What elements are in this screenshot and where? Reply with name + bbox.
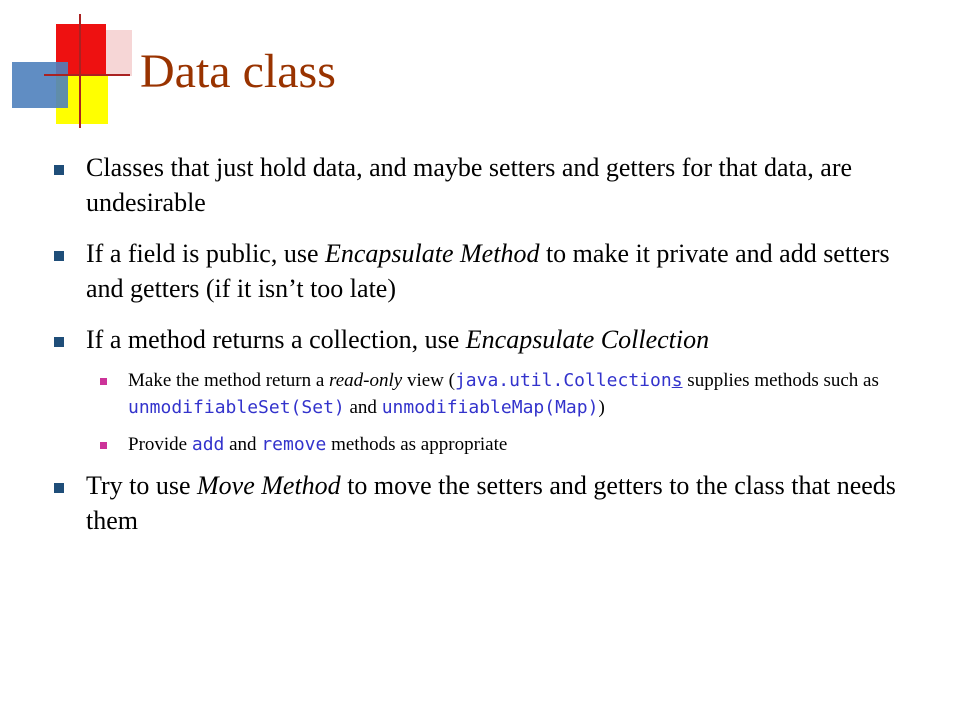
bullet-text: Classes that just hold data, and maybe setters and getters for that data, are undesirable bbox=[86, 153, 853, 217]
refactoring-name: Encapsulate Collection bbox=[465, 325, 710, 354]
bullet-text: Try to use bbox=[86, 471, 198, 500]
code-unmodifiable-map: unmodifiableMap(Map) bbox=[381, 397, 599, 418]
bullet-public-field bbox=[44, 236, 924, 306]
logo-horizontal-line bbox=[44, 74, 130, 76]
sub-bullet-text: methods as appropriate bbox=[326, 434, 508, 455]
bullet-text: to make it private and add setters and getters (if it isn’t too late) bbox=[86, 239, 890, 303]
emphasis-text: read-only bbox=[329, 370, 403, 391]
sub-bullets bbox=[44, 367, 924, 458]
logo-pale-square bbox=[106, 30, 132, 76]
sub-bullet-text: Provide bbox=[128, 434, 192, 455]
bullet-text: If a field is public, use bbox=[86, 239, 325, 268]
sub-bullet-text: and bbox=[344, 397, 382, 418]
refactoring-name: Encapsulate Method bbox=[325, 239, 540, 268]
logo-vertical-line bbox=[79, 14, 81, 128]
sub-bullet-text: Make the method return a bbox=[128, 370, 330, 391]
bullet-move-method bbox=[44, 468, 924, 538]
code-unmodifiable-set: unmodifiableSet(Set) bbox=[128, 397, 345, 418]
sub-bullet-text: supplies methods such as bbox=[682, 370, 879, 391]
code-text: java.util.Collection bbox=[454, 370, 672, 391]
code-collections bbox=[455, 370, 683, 391]
sub-bullet-read-only-view bbox=[86, 367, 924, 421]
sub-bullet-text: view ( bbox=[402, 370, 455, 391]
bullet-text: If a method returns a collection, use bbox=[86, 325, 466, 354]
bullet-text: to move the setters and getters to the class that needs them bbox=[86, 471, 896, 535]
slide-content bbox=[44, 150, 924, 554]
sub-bullet-text: ) bbox=[598, 397, 605, 418]
sub-bullet-add-remove bbox=[86, 431, 924, 458]
code-remove: remove bbox=[261, 434, 327, 455]
slide-title: Data class bbox=[140, 45, 336, 98]
sub-bullet-text: and bbox=[224, 434, 262, 455]
bullet-data-holder-classes bbox=[44, 150, 924, 220]
logo-blue-square bbox=[12, 62, 68, 108]
code-text-underlined: s bbox=[671, 370, 683, 391]
code-add: add bbox=[191, 434, 225, 455]
decorative-logo bbox=[0, 0, 130, 140]
bullet-method-returns-collection bbox=[44, 322, 924, 357]
refactoring-name: Move Method bbox=[197, 471, 341, 500]
